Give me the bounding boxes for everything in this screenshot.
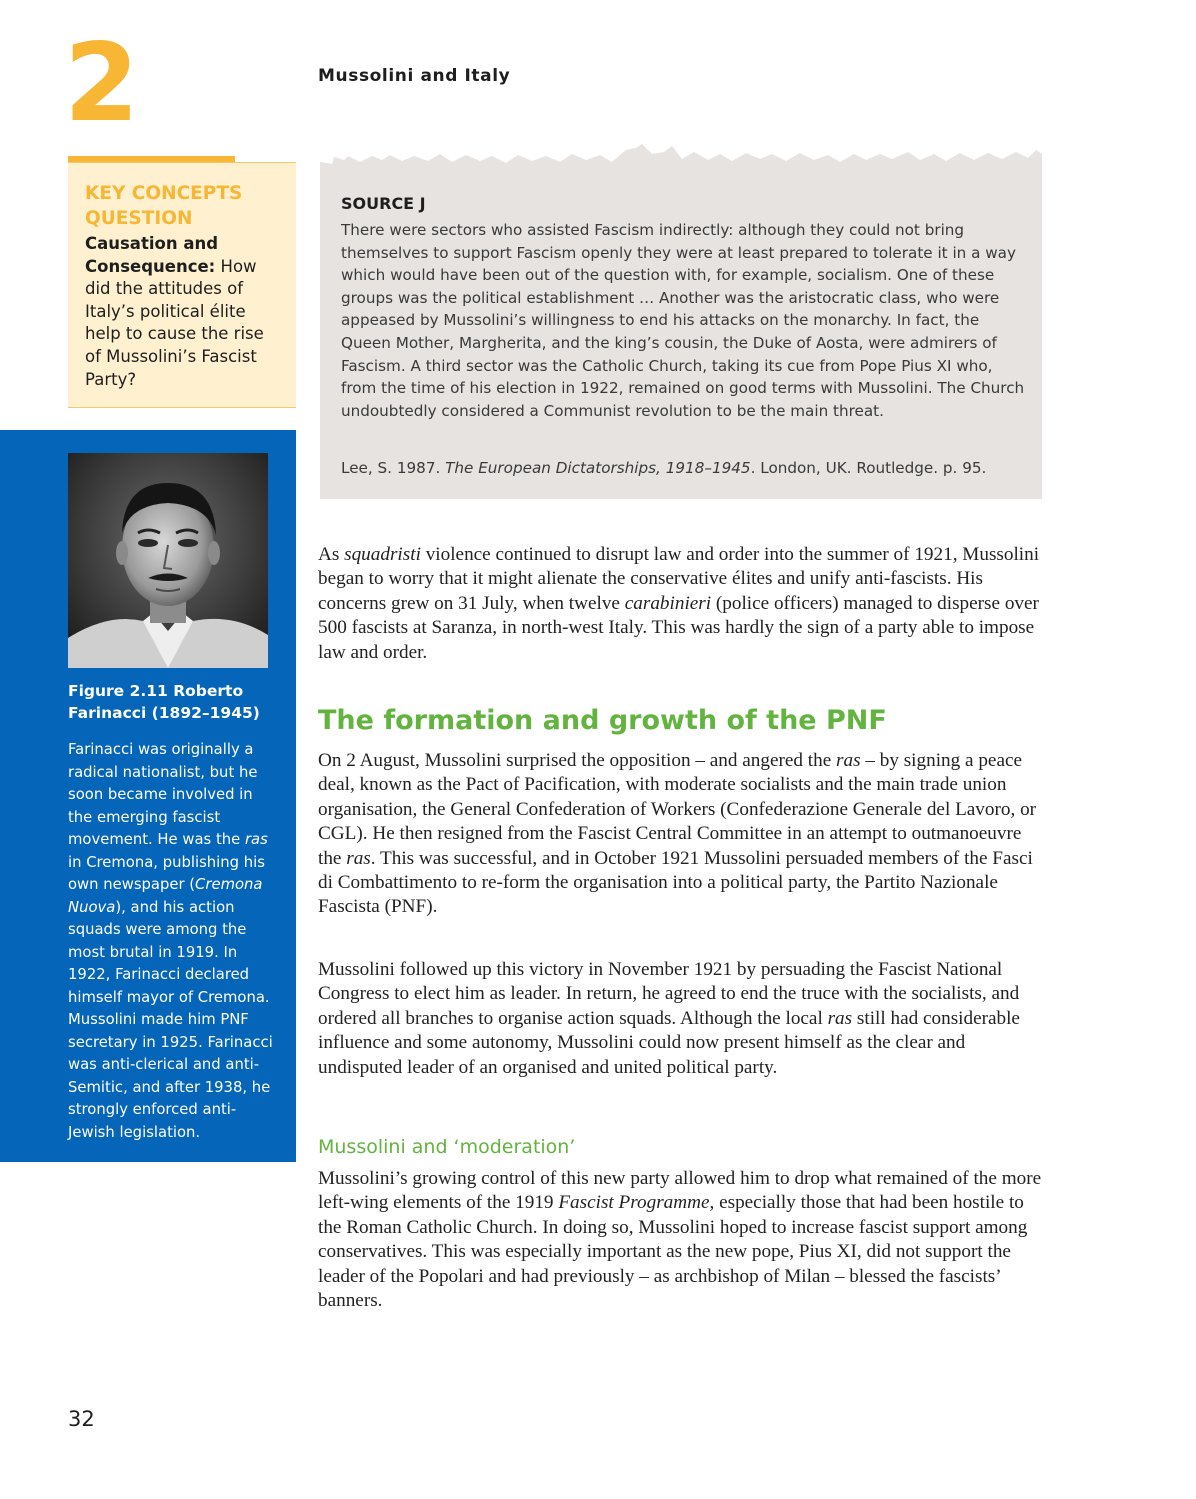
source-citation: Lee, S. 1987. The European Dictatorships, 1918–1945. London, UK. Routledge. p. 95. [341, 459, 987, 477]
section-heading: The formation and growth of the PNF [318, 705, 887, 736]
body-paragraph-4: Mussolini’s growing control of this new party allowed him to drop what remained of the more left-wing elements of the 1919 Fascist Programme, especially those that had been hostile to the Roman Catholic Church. In doing so, Mussolini hoped to increase fascist support among conservatives. This was especially important as the new pope, Pius XI, did not support the leader of the Popolari and had previously – as archbishop of Milan – blessed the fascists’ banners. [318, 1168, 1042, 1312]
body-paragraph-3: Mussolini followed up this victory in November 1921 by persuading the Fascist National Congress to elect him as leader. In return, he agreed to end the truce with the socialists, and ordered all branches to organise action squads. Although the local ras still had considerable influence and some autonomy, Mussolini could now present himself as the clear and undisputed leader of an organised and united political party. [318, 959, 1020, 1078]
key-concepts-question [85, 233, 282, 391]
source-label: SOURCE J [341, 194, 426, 213]
page-number: 32 [68, 1407, 95, 1431]
sub-heading: Mussolini and ‘moderation’ [318, 1136, 576, 1158]
portrait-illustration [68, 453, 268, 668]
running-header: Mussolini and Italy [318, 66, 511, 86]
body-paragraph-1: As squadristi violence continued to disrupt law and order into the summer of 1921, Mussolini began to worry that it might alienate the conservative élites and unify anti-fascists. His concerns grew on 31 July, when twelve carabinieri (police officers) managed to disperse over 500 fascists at Saranza, in north-west Italy. This was hardly the sign of a party able to impose law and order. [318, 544, 1040, 663]
figure-description: Farinacci was originally a radical nationalist, but he soon became involved in the emerging fascist movement. He was the ras in Cremona, publishing his own newspaper (Cremona Nuova), and his action squads were among the most brutal in 1919. In 1922, Farinacci declared himself mayor of Cremona. Mussolini made him PNF secretary in 1925. Farinacci was anti-clerical and anti-Semitic, and after 1938, he strongly enforced anti-Jewish legislation. [68, 741, 273, 1141]
source-quote: There were sectors who assisted Fascism indirectly: although they could not bring themselves to support Fascism openly they were at least prepared to tolerate it in a way which would have been out of the question with, for example, socialism. One of these groups was the political establishment … Another was the aristocratic class, who were appeased by Mussolini’s willingness to end his attacks on the monarchy. In fact, the Queen Mother, Margherita, and the king’s cousin, the Duke of Aosta, were admirers of Fascism. A third sector was the Catholic Church, taking its cue from Pope Pius XI who, from the time of his election in 1922, remained on good terms with Mussolini. The Church undoubtedly considered a Communist revolution to be the main threat. [341, 221, 1025, 420]
key-concept-label: Causation and Consequence: [85, 234, 219, 276]
key-concepts-box [68, 162, 296, 408]
source-box [320, 140, 1042, 499]
key-concepts-heading: KEY CONCEPTS QUESTION [85, 183, 243, 229]
body-paragraph-2: On 2 August, Mussolini surprised the opposition – and angered the ras – by signing a peace deal, known as the Pact of Pacification, with moderate socialists and the main trade union organisation, the General Confederation of Workers (Confederazione Generale del Lavoro, or CGL). He then resigned from the Fascist Central Committee in an attempt to outmanoeuvre the ras. This was successful, and in October 1921 Mussolini persuaded members of the Fasci di Combattimento to re-form the organisation into a political party, the Partito Nazionale Fascista (PNF). [318, 750, 1037, 918]
chapter-number: 2 [64, 21, 140, 146]
key-concept-question-text: How did the attitudes of Italy’s political élite help to cause the rise of Mussolini’s Fascist Party? [85, 256, 264, 389]
figure-sidebar [0, 430, 296, 1162]
torn-paper-edge [320, 140, 1042, 210]
portrait-photo [68, 453, 268, 668]
figure-caption: Figure 2.11 Roberto Farinacci (1892–1945) [68, 682, 260, 722]
